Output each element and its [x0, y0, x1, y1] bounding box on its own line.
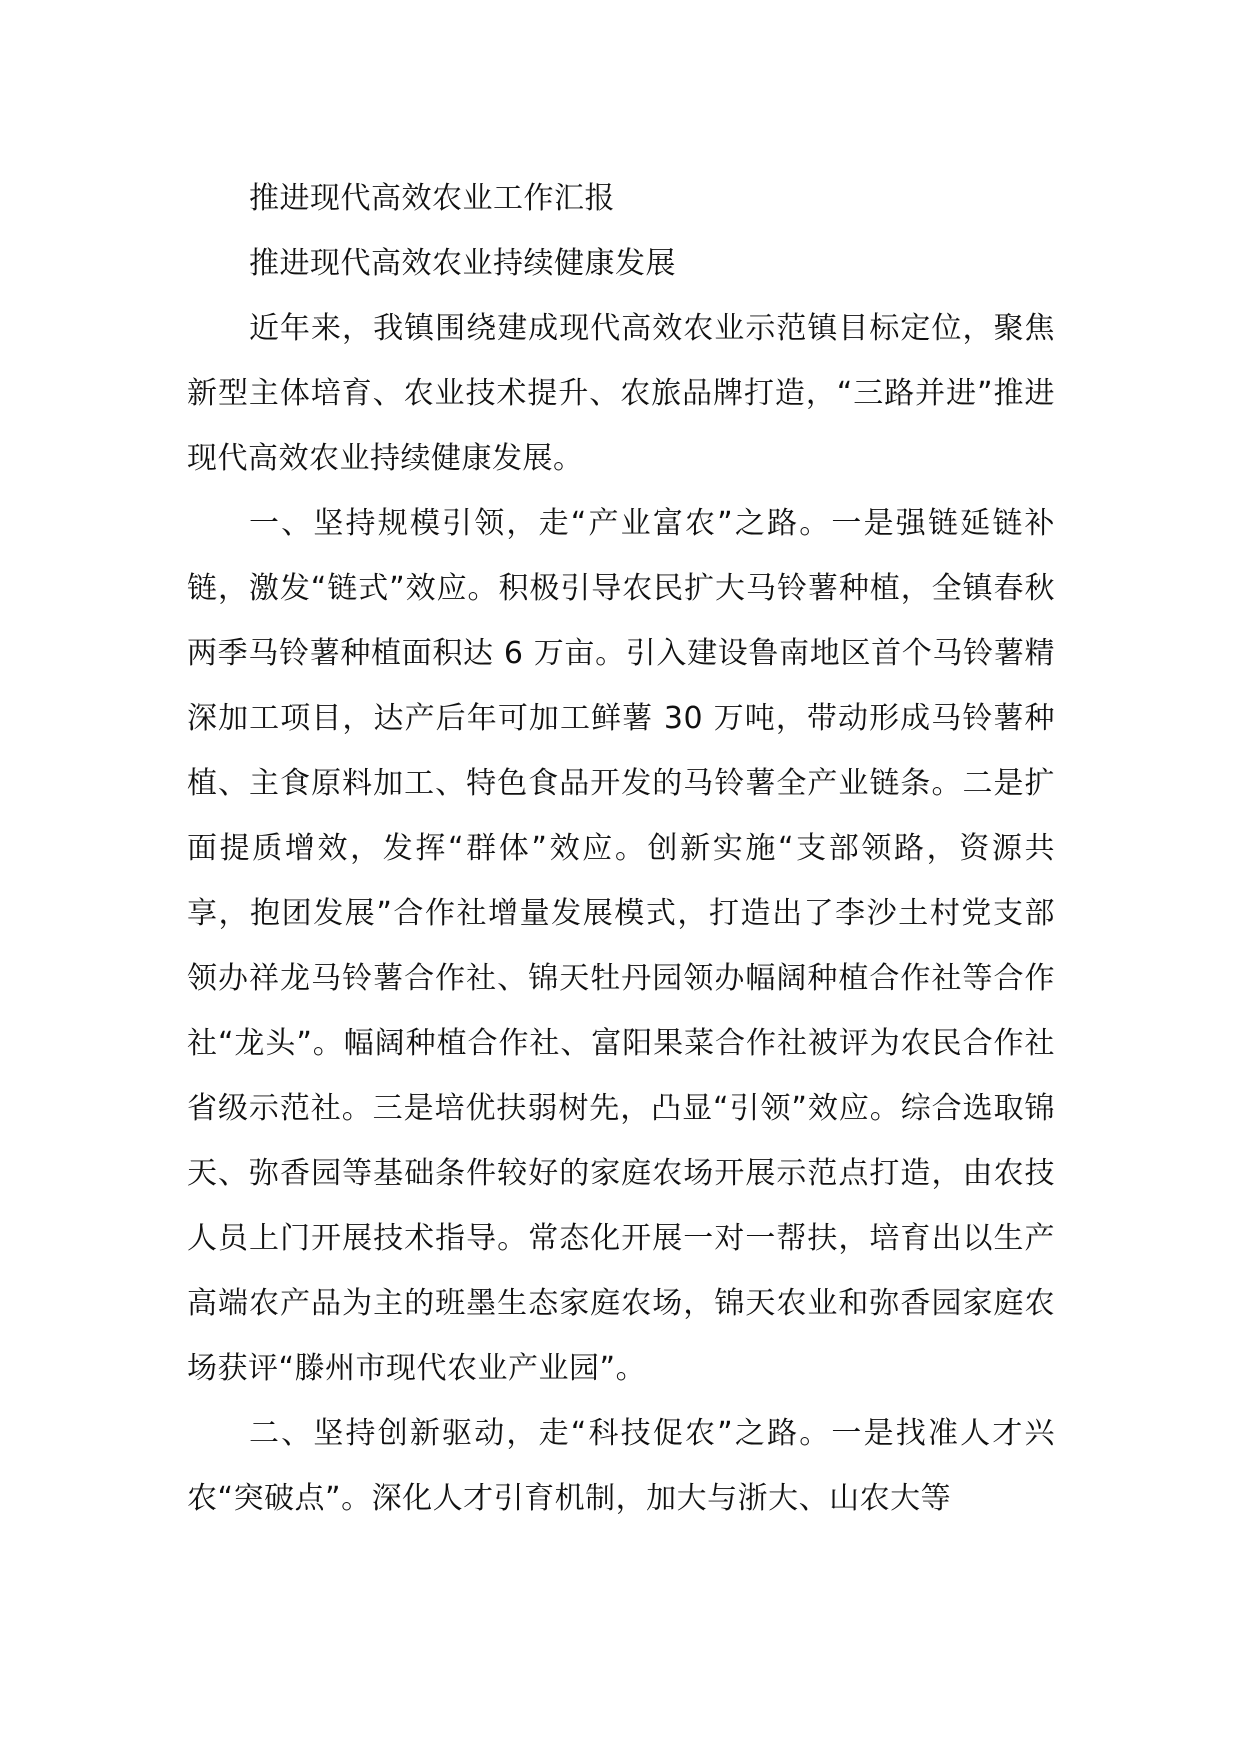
paragraph-intro: 近年来，我镇围绕建成现代高效农业示范镇目标定位，聚焦新型主体培育、农业技术提升、农旅品牌打造，“三路并进”推进现代高效农业持续健康发展。 [187, 311, 1055, 476]
document-title: 推进现代高效农业工作汇报 [249, 181, 615, 216]
paragraph-section-two: 二、坚持创新驱动，走“科技促农”之路。一是找准人才兴农“突破点”。深化人才引育机制，加大与浙大、山农大等 [187, 1416, 1055, 1516]
paragraph-section-one: 一、坚持规模引领，走“产业富农”之路。一是强链延链补链，激发“链式”效应。积极引导农民扩大马铃薯种植，全镇春秋两季马铃薯种植面积达 6 万亩。引入建设鲁南地区首个马铃薯精深加工项目，达产后年可加工鲜薯 30 万吨，带动形成马铃薯种植、主食原料加工、特色食品开发的马铃薯全产业链条。二是扩面提质增效，发挥“群体”效应。创新实施“支部领路，资源共享，抱团发展”合作社增量发展模式，打造出了李沙土村党支部领办祥龙马铃薯合作社、锦天牡丹园领办幅阔种植合作社等合作社“龙头”。幅阔种植合作社、富阳果菜合作社被评为农民合作社省级示范社。三是培优扶弱树先，凸显“引领”效应。综合选取锦天、弥香园等基础条件较好的家庭农场开展示范点打造，由农技人员上门开展技术指导。常态化开展一对一帮扶，培育出以生产高端农产品为主的班墨生态家庭农场，锦天农业和弥香园家庭农场获评“滕州市现代农业产业园”。 [187, 506, 1055, 1386]
document-subtitle: 推进现代高效农业持续健康发展 [249, 246, 676, 281]
document-body [187, 166, 1055, 1531]
